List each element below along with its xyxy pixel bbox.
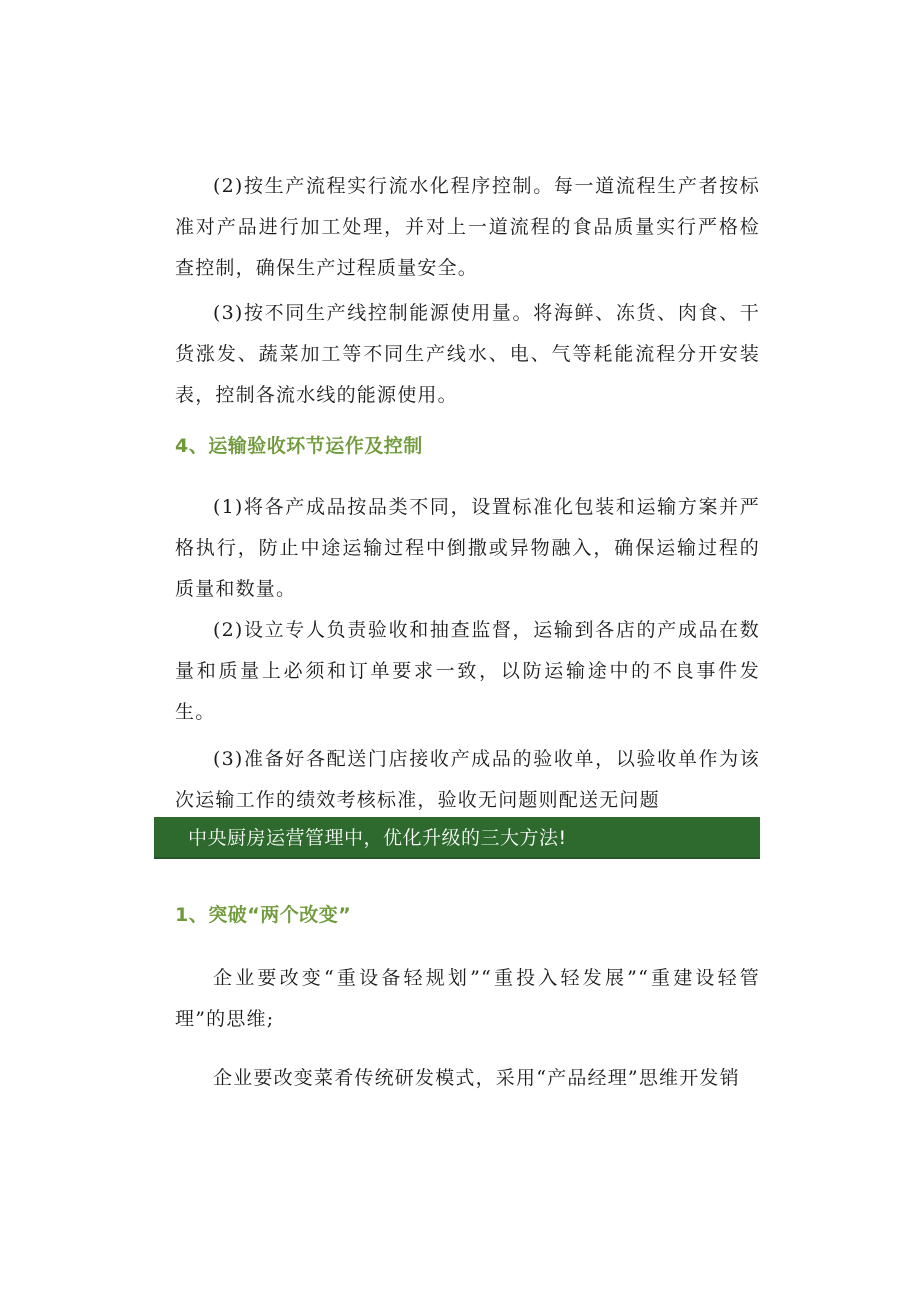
paragraph-energy-control: (3)按不同生产线控制能源使用量。将海鲜、冻货、肉食、干货涨发、蔬菜加工等不同生产线水、电、气等耗能流程分开安装表，控制各流水线的能源使用。 bbox=[175, 302, 760, 406]
section-title-two-changes: 1、突破“两个改变” bbox=[175, 904, 352, 926]
section-banner: 中央厨房运营管理中，优化升级的三大方法! bbox=[154, 817, 760, 859]
document-lower-section bbox=[175, 895, 760, 1099]
paragraph-inspection: (2)设立专人负责验收和抽查监督，运输到各店的产成品在数量和质量上必须和订单要求一致，以防运输途中的不良事件发生。 bbox=[175, 619, 760, 723]
section-title-transport: 4、运输验收环节运作及控制 bbox=[175, 435, 423, 457]
paragraph-change-mindset: 企业要改变“重设备轻规划”“重投入轻发展”“重建设轻管理”的思维; bbox=[175, 967, 760, 1030]
paragraph-process-control: (2)按生产流程实行流水化程序控制。每一道流程生产者按标准对产品进行加工处理，并对上一道流程的食品质量实行严格检查控制，确保生产过程质量安全。 bbox=[175, 175, 760, 279]
paragraph-change-rd-model: 企业要改变菜肴传统研发模式，采用“产品经理”思维开发销 bbox=[213, 1067, 740, 1089]
paragraph-acceptance: (3)准备好各配送门店接收产成品的验收单，以验收单作为该次运输工作的绩效考核标准，验收无问题则配送无问题 bbox=[175, 748, 760, 811]
document-upper-section bbox=[175, 166, 760, 829]
paragraph-packaging: (1)将各产成品按品类不同，设置标准化包装和运输方案并严格执行，防止中途运输过程中倒撒或异物融入，确保运输过程的质量和数量。 bbox=[175, 496, 760, 600]
